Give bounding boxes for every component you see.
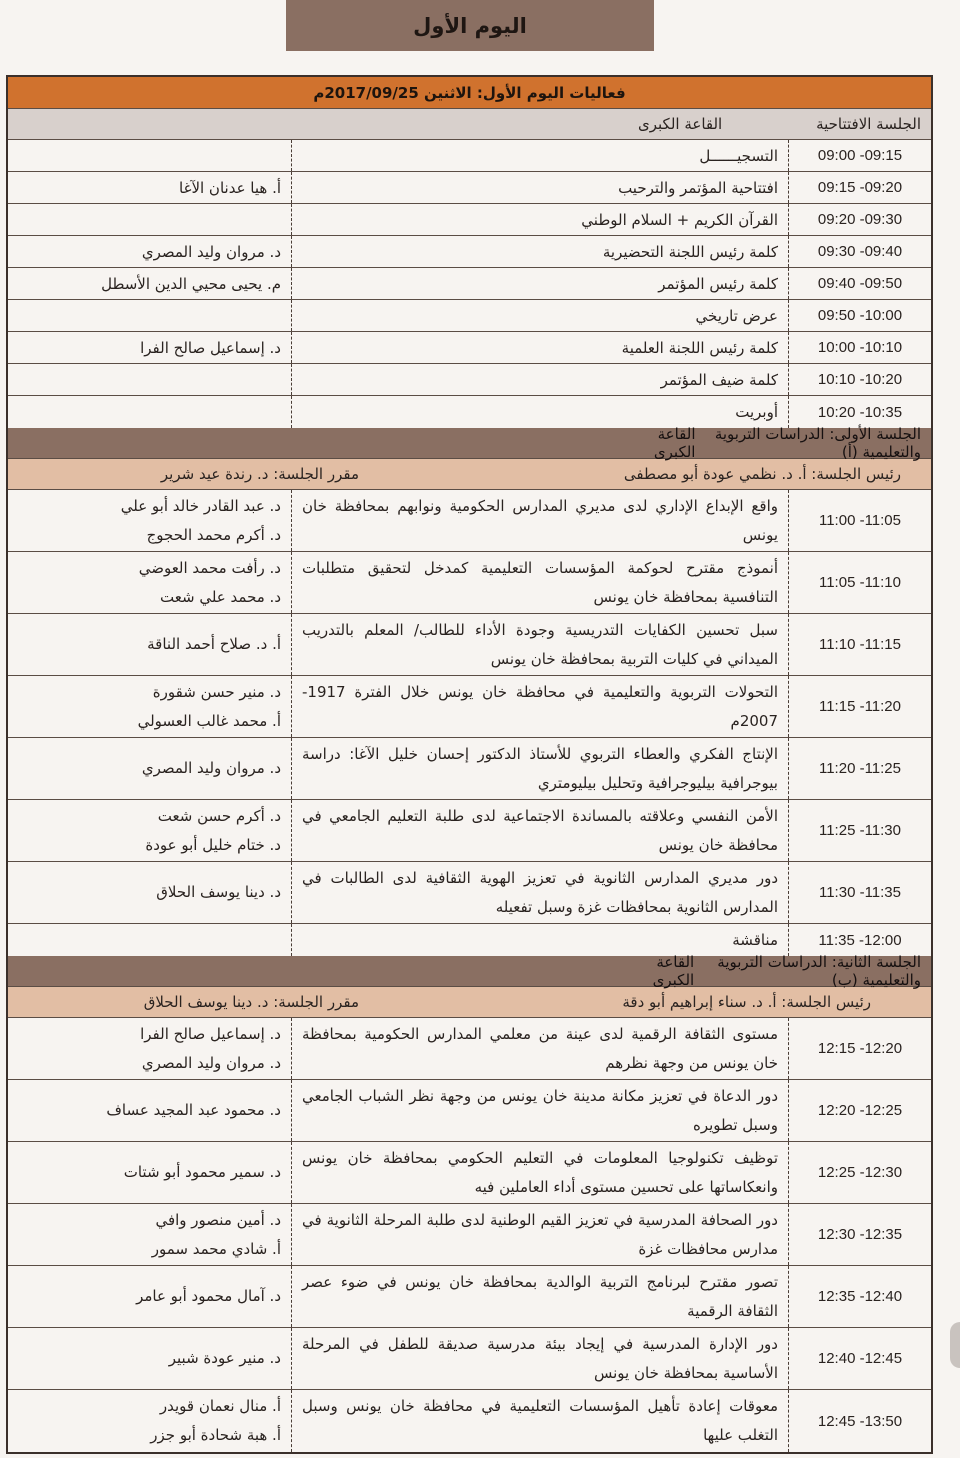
speaker-name: أ. محمد غالب العسولي — [137, 711, 281, 730]
speaker-name: د. محمد علي شعت — [160, 587, 281, 606]
speakers — [8, 800, 291, 861]
session-chair: رئيس الجلسة: أ. د. سناء إبراهيم أبو دقة — [622, 993, 871, 1011]
speakers — [8, 676, 291, 737]
speaker — [8, 396, 291, 428]
topic: مستوى الثقافة الرقمية لدى عينة من معلمي المدارس الحكومية بمحافظة خان يونس من وجهة نظرهم — [291, 1018, 788, 1079]
schedule-row — [8, 364, 931, 396]
time-slot: 12:35 -12:40 — [788, 1266, 931, 1327]
schedule-row — [8, 1266, 931, 1328]
topic: التحولات التربوية والتعليمية في محافظة خان يونس خلال الفترة 1917-2007م — [291, 676, 788, 737]
topic: دور الإدارة المدرسية في إيجاد بيئة مدرسية صديقة للطفل في المرحلة الأساسية بمحافظة خان يونس — [291, 1328, 788, 1389]
speaker-name: د. رأفت محمد العوضي — [138, 558, 281, 577]
time-slot: 12:45 -13:50 — [788, 1390, 931, 1452]
speakers — [8, 1142, 291, 1203]
topic: دور الدعاة في تعزيز مكانة مدينة خان يونس من وجهة نظر الشباب الجامعي وسبل تطويره — [291, 1080, 788, 1141]
schedule-row — [8, 1390, 931, 1452]
speakers — [8, 552, 291, 613]
time-slot: 11:35 -12:00 — [788, 924, 931, 956]
opening-rows — [8, 140, 931, 428]
time-slot: 09:00 -09:15 — [788, 140, 931, 171]
speaker-name: د. أكرم محمد الحجوج — [146, 525, 281, 544]
session1-header — [8, 425, 931, 461]
speaker-name: أ. منال نعمان قويدر — [159, 1397, 281, 1415]
speakers — [8, 1328, 291, 1389]
speaker-name: أ. شادي محمد سمور — [151, 1239, 281, 1258]
topic: أنموذج مقترح لحوكمة المؤسسات التعليمية كمدخل لتحقيق متطلبات التنافسية بمحافظة خان يونس — [291, 552, 788, 613]
topic: كلمة رئيس المؤتمر — [291, 268, 788, 299]
time-slot: 11:30 -11:35 — [788, 862, 931, 923]
speaker-name: د. محمود عبد المجيد عساف — [106, 1101, 281, 1119]
page-title: اليوم الأول — [286, 0, 654, 51]
speakers — [8, 1018, 291, 1079]
schedule-row — [8, 614, 931, 676]
speakers — [8, 1266, 291, 1327]
schedule-row — [8, 738, 931, 800]
speaker-name: د. آمال محمود أبو عامر — [136, 1287, 281, 1305]
speakers — [8, 738, 291, 799]
schedule-row — [8, 172, 931, 204]
schedule-row — [8, 140, 931, 172]
topic: دور مديري المدارس الثانوية في تعزيز الهوية الثقافية لدى الطالبات في المدارس الثانوية بمحافظات غزة وسبل تفعيله — [291, 862, 788, 923]
hall-label: القاعة الكبرى — [652, 953, 695, 989]
speaker: أ. هيا عدنان الآغا — [179, 178, 281, 197]
speakers — [8, 862, 291, 923]
schedule-row — [8, 1142, 931, 1204]
topic: القرآن الكريم + السلام الوطني — [291, 204, 788, 235]
speaker-name: أ. هبة شحادة أبو جزر — [150, 1426, 281, 1444]
schedule-table — [6, 75, 933, 1454]
speaker — [8, 300, 291, 331]
topic: دور الصحافة المدرسية في تعزيز القيم الوطنية لدى طلبة المرحلة الثانوية في مدارس محافظات غزة — [291, 1204, 788, 1265]
schedule-row — [8, 924, 931, 956]
hall-label: القاعة الكبرى — [638, 115, 723, 133]
topic: الأمن النفسي وعلاقته بالمساندة الاجتماعية لدى طلبة التعليم الجامعي في محافظة خان يونس — [291, 800, 788, 861]
schedule-row — [8, 332, 931, 364]
schedule-row — [8, 396, 931, 428]
speaker-name: د. أمين منصور وافي — [155, 1210, 281, 1229]
speaker-name: د. ختام خليل أبو عودة — [145, 835, 281, 854]
time-slot: 09:40 -09:50 — [788, 268, 931, 299]
schedule-row — [8, 1204, 931, 1266]
topic: كلمة رئيس اللجنة التحضيرية — [291, 236, 788, 267]
speakers — [8, 1080, 291, 1141]
session-title: الجلسة الأولى: الدراسات التربوية والتعليمية (أ) — [714, 425, 921, 461]
topic: عرض تاريخي — [291, 300, 788, 331]
session-chair: رئيس الجلسة: أ. د. نظمي عودة أبو مصطفى — [623, 465, 901, 483]
edge-tab — [950, 1322, 960, 1368]
topic: كلمة رئيس اللجنة العلمية — [291, 332, 788, 363]
speaker-name: د. سمير محمود أبو شتات — [123, 1163, 281, 1181]
speaker-name: د. مروان وليد المصري — [141, 1053, 281, 1072]
schedule-row — [8, 862, 931, 924]
schedule-row — [8, 1018, 931, 1080]
topic: الإنتاج الفكري والعطاء التربوي للأستاذ الدكتور إحسان خليل الآغا: دراسة بيوجرافية بيليوجرافية وتحليل بيليومتري — [291, 738, 788, 799]
time-slot: 10:10 -10:20 — [788, 364, 931, 395]
time-slot: 12:40 -12:45 — [788, 1328, 931, 1389]
topic: افتتاحية المؤتمر والترحيب — [291, 172, 788, 203]
topic: سبل تحسين الكفايات التدريسية وجودة الأداء للطالب/ المعلم بالتدريب الميداني في كليات التربية بمحافظة خان يونس — [291, 614, 788, 675]
speaker — [8, 364, 291, 395]
schedule-row — [8, 800, 931, 862]
speaker-name: د. أكرم حسن شعت — [157, 806, 281, 825]
schedule-row — [8, 490, 931, 552]
speakers — [8, 490, 291, 551]
speakers — [8, 614, 291, 675]
time-slot: 12:30 -12:35 — [788, 1204, 931, 1265]
time-slot: 10:00 -10:10 — [788, 332, 931, 363]
speaker — [8, 204, 291, 235]
speaker — [8, 140, 291, 171]
time-slot: 12:25 -12:30 — [788, 1142, 931, 1203]
session-rapporteur: مقرر الجلسة: د. دينا يوسف الحلاق — [143, 993, 359, 1011]
time-slot: 11:20 -11:25 — [788, 738, 931, 799]
time-slot: 12:15 -12:20 — [788, 1018, 931, 1079]
topic: تصور مقترح لبرنامج التربية الوالدية بمحافظة خان يونس في ضوء عصر الثقافة الرقمية — [291, 1266, 788, 1327]
schedule-row — [8, 204, 931, 236]
schedule-row — [8, 268, 931, 300]
speakers — [8, 924, 291, 956]
speaker-name: أ. د. صلاح أحمد الناقة — [147, 635, 281, 653]
time-slot: 11:10 -11:15 — [788, 614, 931, 675]
schedule-row — [8, 552, 931, 614]
hall-label: القاعة الكبرى — [653, 425, 696, 461]
schedule-row — [8, 300, 931, 332]
topic: مناقشة — [291, 924, 788, 956]
time-slot: 09:15 -09:20 — [788, 172, 931, 203]
session-rapporteur: مقرر الجلسة: د. رندة عيد شرير — [160, 465, 359, 483]
schedule-row — [8, 1328, 931, 1390]
speakers — [8, 1390, 291, 1452]
topic: واقع الإبداع الإداري لدى مديري المدارس الحكومية ونوابهم بمحافظة خان يونس — [291, 490, 788, 551]
time-slot: 09:20 -09:30 — [788, 204, 931, 235]
session2-chair-row — [8, 987, 931, 1018]
day-banner: فعاليات اليوم الأول: الاثنين 2017/09/25م — [8, 77, 931, 109]
session-title: الجلسة الافتتاحية — [816, 115, 921, 133]
schedule-row — [8, 676, 931, 738]
session-title: الجلسة الثانية: الدراسات التربوية والتعليمية (ب) — [717, 953, 921, 989]
time-slot: 10:20 -10:35 — [788, 396, 931, 428]
time-slot: 12:20 -12:25 — [788, 1080, 931, 1141]
time-slot: 11:15 -11:20 — [788, 676, 931, 737]
topic: كلمة ضيف المؤتمر — [291, 364, 788, 395]
session2-header — [8, 953, 931, 989]
time-slot: 09:50 -10:00 — [788, 300, 931, 331]
opening-session-header — [8, 109, 931, 140]
speakers — [8, 1204, 291, 1265]
session1-rows — [8, 490, 931, 956]
speaker-name: د. مروان وليد المصري — [141, 759, 281, 777]
time-slot: 09:30 -09:40 — [788, 236, 931, 267]
time-slot: 11:25 -11:30 — [788, 800, 931, 861]
speaker-name: د. إسماعيل صالح الفرا — [140, 1024, 281, 1043]
speaker-name: د. عبد القادر خالد أبو علي — [120, 496, 281, 515]
speaker-name: د. دينا يوسف الحلاق — [156, 883, 281, 901]
speaker: د. إسماعيل صالح الفرا — [140, 338, 281, 357]
topic: معوقات إعادة تأهيل المؤسسات التعليمية في محافظة خان يونس وسبل التغلب عليها — [291, 1390, 788, 1452]
topic: أوبريت — [291, 396, 788, 428]
topic: توظيف تكنولوجيا المعلومات في التعليم الحكومي بمحافظة خان يونس وانعكاساتها على تحسين مستوى أداء العاملين فيه — [291, 1142, 788, 1203]
speaker-name: د. منير حسن شقورة — [152, 682, 281, 701]
schedule-row — [8, 1080, 931, 1142]
speaker: م. يحيى محيي الدين الأسطل — [101, 274, 281, 293]
time-slot: 11:05 -11:10 — [788, 552, 931, 613]
topic: التسجيــــــل — [291, 140, 788, 171]
session2-rows — [8, 1018, 931, 1452]
speaker-name: د. منير عودة شبير — [168, 1349, 281, 1367]
session1-chair-row — [8, 459, 931, 490]
time-slot: 11:00 -11:05 — [788, 490, 931, 551]
speaker: د. مروان وليد المصري — [141, 242, 281, 261]
schedule-row — [8, 236, 931, 268]
